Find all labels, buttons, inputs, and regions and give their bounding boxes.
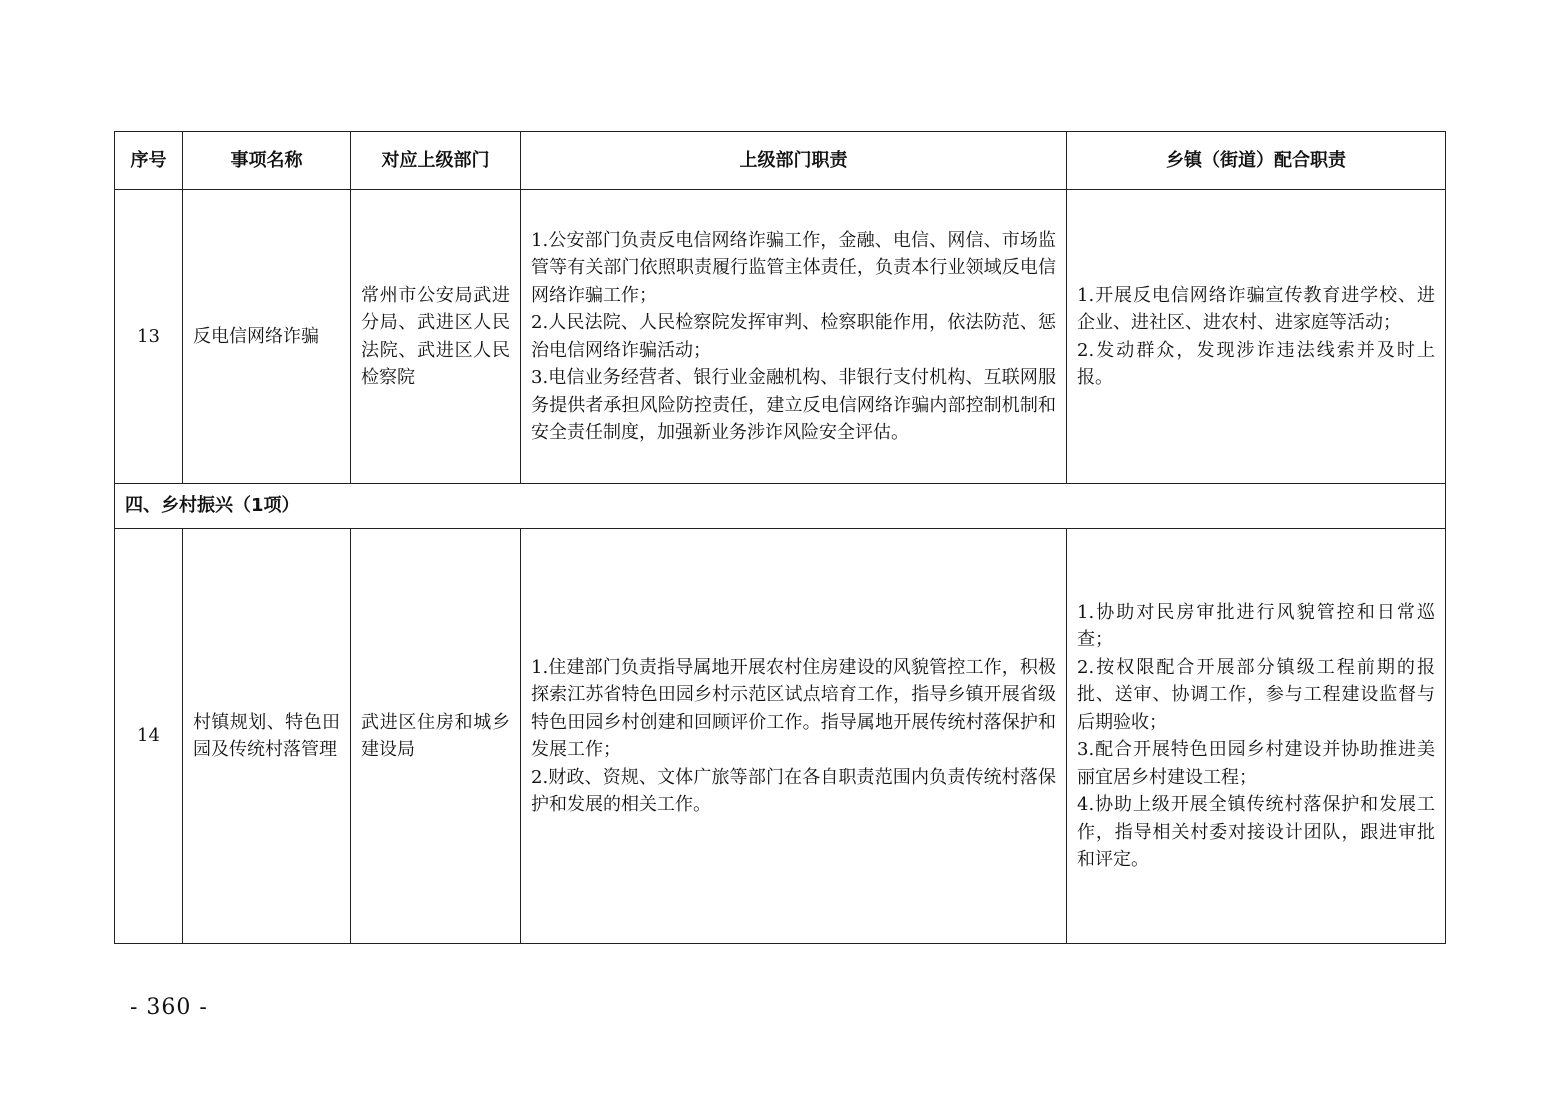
table-row [115,190,1446,484]
town-duty-item: 2.发动群众，发现涉诈违法线索并及时上报。 [1077,339,1435,388]
superior-dept: 武进区住房和城乡建设局 [351,529,521,944]
section-row [115,484,1446,529]
superior-duties [521,190,1067,484]
item-name: 村镇规划、特色田园及传统村落管理 [183,529,351,944]
responsibility-table [114,131,1446,944]
duty-item: 2.人民法院、人民检察院发挥审判、检察职能作用，依法防范、惩治电信网络诈骗活动； [531,312,1056,361]
town-duty-item: 2.按权限配合开展部分镇级工程前期的报批、送审、协调工作，参与工程建设监督与后期验收； [1077,656,1435,733]
duty-item: 1.公安部门负责反电信网络诈骗工作，金融、电信、网信、市场监管等有关部门依照职责履行监管主体责任，负责本行业领域反电信网络诈骗工作； [531,229,1056,306]
table-header-row [115,132,1446,190]
superior-dept: 常州市公安局武进分局、武进区人民法院、武进区人民检察院 [351,190,521,484]
duty-item: 1.住建部门负责指导属地开展农村住房建设的风貌管控工作，积极探索江苏省特色田园乡村示范区试点培育工作，指导乡镇开展省级特色田园乡村创建和回顾评价工作。指导属地开展传统村落保护和发展工作； [531,656,1056,760]
header-item-name: 事项名称 [183,132,351,190]
header-town-duties: 乡镇（街道）配合职责 [1067,132,1446,190]
header-index: 序号 [115,132,183,190]
page-number: - 360 - [130,995,208,1020]
table-row [115,529,1446,944]
town-duty-item: 1.协助对民房审批进行风貌管控和日常巡查； [1077,601,1435,650]
town-duty-item: 3.配合开展特色田园乡村建设并协助推进美丽宜居乡村建设工程； [1077,739,1435,788]
header-superior-dept: 对应上级部门 [351,132,521,190]
town-duties [1067,190,1446,484]
town-duty-item: 4.协助上级开展全镇传统村落保护和发展工作，指导相关村委对接设计团队，跟进审批和评定。 [1077,794,1435,870]
row-index: 14 [115,529,183,944]
town-duties [1067,529,1446,944]
duty-item: 3.电信业务经营者、银行业金融机构、非银行支付机构、互联网服务提供者承担风险防控责任，建立反电信网络诈骗内部控制机制和安全责任制度，加强新业务涉诈风险安全评估。 [531,367,1056,443]
header-superior-duties: 上级部门职责 [521,132,1067,190]
duty-item: 2.财政、资规、文体广旅等部门在各自职责范围内负责传统村落保护和发展的相关工作。 [531,766,1056,815]
section-title: 四、乡村振兴（1项） [115,484,1446,529]
item-name: 反电信网络诈骗 [183,190,351,484]
superior-duties [521,529,1067,944]
row-index: 13 [115,190,183,484]
town-duty-item: 1.开展反电信网络诈骗宣传教育进学校、进企业、进社区、进农村、进家庭等活动； [1077,284,1435,333]
